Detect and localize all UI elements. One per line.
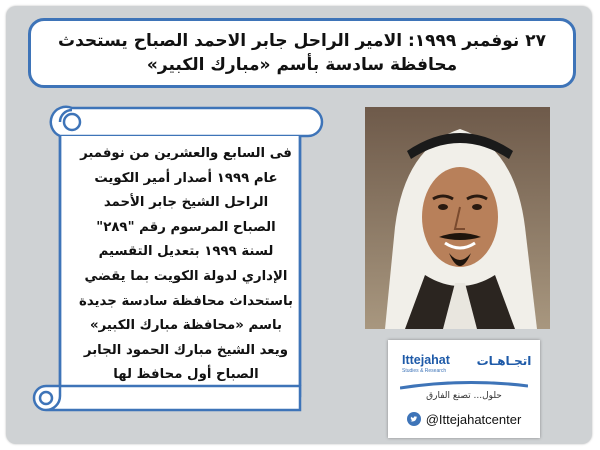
- twitter-handle[interactable]: @Ittejahatcenter: [425, 411, 522, 427]
- logo-arabic-name: اتجـاهـات: [476, 354, 532, 368]
- body-line: الراحل الشيخ جابر الأحمد: [103, 195, 269, 211]
- body-line: الصباح المرسوم رقم "٢٨٩": [96, 219, 276, 235]
- headline-line-2: محافظة سادسة بأسم «مبارك الكبير»: [146, 55, 458, 75]
- twitter-bird-icon: [407, 412, 421, 426]
- body-line: عام ١٩٩٩ أصدار أمير الكويت: [94, 170, 278, 186]
- body-line: فى السابع والعشرين من نوفمبر: [80, 146, 292, 161]
- body-line: لسنة ١٩٩٩ بتعديل التقسيم: [98, 244, 274, 260]
- logo-subtitle: Studies & Research: [402, 368, 447, 374]
- body-line: باستحداث محافظة سادسة جديدة: [79, 293, 293, 309]
- portrait-illustration: [365, 107, 550, 329]
- twitter-handle-row: [388, 408, 540, 430]
- portrait-photo: [365, 107, 550, 329]
- logo-latin-name: Ittejahat: [402, 353, 450, 367]
- body-line: باسم «محافظة مبارك الكبير»: [90, 318, 282, 334]
- logo-tagline: حلول... تصنع الفارق: [426, 391, 502, 401]
- body-line: الصباح أول محافظ لها: [113, 367, 259, 383]
- headline-line-1: ٢٧ نوفمبر ١٩٩٩: الامير الراحل جابر الاحمد الصباح يستحدث: [58, 31, 546, 51]
- body-line: الإداري لدولة الكويت بما يقضي: [84, 268, 288, 284]
- body-line: ويعد الشيخ مبارك الحمود الجابر: [83, 342, 289, 358]
- body-text: [70, 142, 302, 388]
- logo-card: [388, 340, 540, 438]
- logo-swoosh-icon: [400, 380, 528, 390]
